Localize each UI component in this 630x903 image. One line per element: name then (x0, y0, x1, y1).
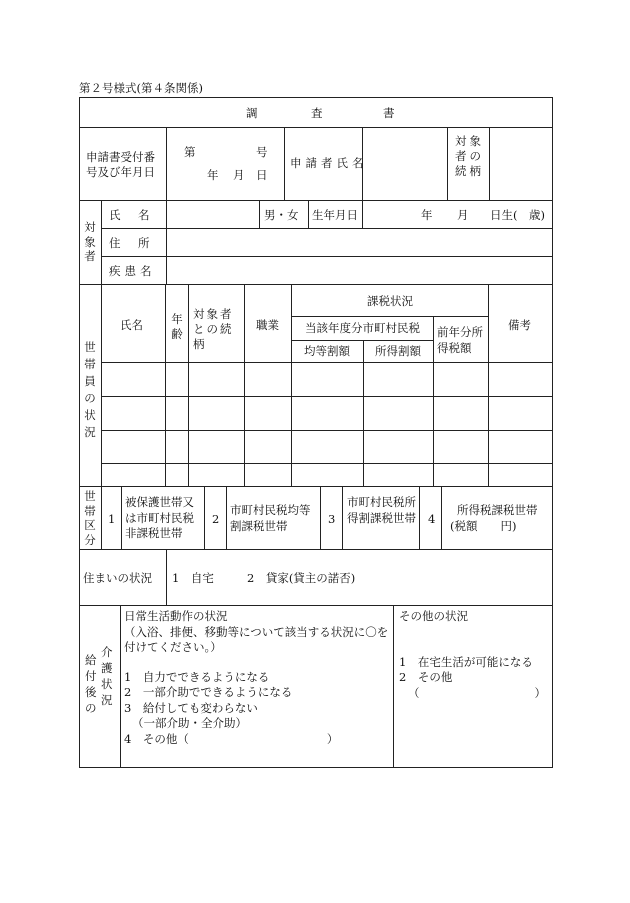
other-status-title: その他の状況 (399, 609, 468, 623)
dob-month: 月 (457, 208, 469, 222)
col-equal-levy: 均等割額 (304, 344, 350, 358)
address-label: 住 所 (109, 236, 153, 250)
col-notes: 備考 (508, 318, 531, 332)
relation-input[interactable] (493, 140, 549, 188)
col-municipal-tax: 当該年度分市町村民税 (305, 321, 420, 335)
form-number: 第２号様式(第４条関係) (79, 81, 203, 95)
title-char-3: 書 (383, 106, 395, 120)
disease-label: 疾患名 (109, 264, 156, 278)
col-tax-status: 課税状況 (367, 294, 413, 308)
adl-option-4[interactable]: 4 その他（ ） (124, 732, 339, 746)
receipt-go: 号 (256, 145, 268, 159)
dob-rest: 日生( 歳) (490, 208, 545, 222)
adl-option-2[interactable]: 2 一部介助でできるようになる (124, 685, 293, 699)
receipt-number-input[interactable] (199, 143, 251, 159)
title-char-2: 査 (311, 106, 323, 120)
category-opt4-tax-amount: (税額 円) (450, 519, 517, 533)
category-opt4-num[interactable]: 4 (428, 512, 436, 526)
category-opt2-num[interactable]: 2 (212, 512, 220, 526)
adl-option-1[interactable]: 1 自力でできるようになる (124, 670, 270, 684)
subject-name-input[interactable] (170, 206, 256, 223)
care-section-label-b: 介護状況 (101, 645, 113, 707)
care-section-label-a: 給付後の (85, 653, 97, 715)
applicant-name-label: 申請者氏名 (290, 156, 368, 170)
receipt-day: 日 (256, 168, 268, 182)
adl-note-2: 付けてください。） (124, 640, 222, 654)
housing-opt-own-home[interactable]: 1 自宅 (172, 571, 214, 585)
adl-note-1: （入浴、排便、移動等について該当する状況に〇を (124, 625, 389, 639)
col-relation: 対象者との続柄 (193, 307, 234, 351)
title-char-1: 調 (246, 106, 258, 120)
category-opt2-label: 市町村民税均等割課税世帯 (230, 503, 311, 533)
col-name: 氏名 (120, 318, 143, 332)
category-opt3-num[interactable]: 3 (328, 512, 336, 526)
other-option-1[interactable]: 1 在宅生活が可能になる (399, 655, 533, 669)
col-income-levy: 所得割額 (375, 344, 421, 358)
receipt-year: 年 (207, 168, 219, 182)
housing-label: 住まいの状況 (83, 571, 152, 585)
housing-opt-rental[interactable]: 2 貸家(貸主の諾否) (247, 571, 356, 585)
col-job: 職業 (256, 318, 279, 332)
household-row[interactable] (102, 431, 552, 463)
dob-year: 年 (421, 208, 433, 222)
col-prev-income-tax: 前年分所得税額 (437, 325, 483, 355)
category-opt1-num[interactable]: 1 (108, 512, 116, 526)
subject-name-label: 氏 名 (109, 208, 153, 222)
applicant-name-input[interactable] (366, 140, 444, 188)
col-age: 年齢 (171, 312, 183, 341)
receipt-month: 月 (233, 168, 245, 182)
dob-label: 生年月日 (312, 208, 358, 222)
other-option-2-detail[interactable]: （ ） (408, 686, 546, 700)
receipt-number-label: 申請書受付番号及び年月日 (86, 150, 155, 179)
adl-option-3-sub[interactable]: （一部介助・全介助） (132, 716, 247, 730)
category-opt1-label: 被保護世帯又は市町村民税非課税世帯 (125, 495, 194, 540)
household-row[interactable] (102, 397, 552, 430)
household-row[interactable] (102, 464, 552, 486)
receipt-dai: 第 (184, 145, 196, 159)
other-option-2[interactable]: 2 その他 (399, 670, 453, 684)
household-section-label: 世帯員の状況 (84, 340, 96, 439)
category-section-label: 世帯区分 (84, 489, 96, 547)
category-opt3-label: 市町村民税所得割課税世帯 (347, 495, 416, 525)
category-opt4-label: 所得税課税世帯 (457, 503, 538, 517)
disease-input[interactable] (170, 262, 548, 279)
household-row[interactable] (102, 363, 552, 396)
adl-title: 日常生活動作の状況 (124, 609, 228, 623)
address-input[interactable] (170, 234, 548, 251)
subject-section-label: 対象者 (84, 220, 96, 263)
adl-option-3[interactable]: 3 給付しても変わらない (124, 701, 258, 715)
relation-label: 対象者の続柄 (455, 134, 484, 178)
gender-selector[interactable]: 男・女 (264, 208, 299, 222)
